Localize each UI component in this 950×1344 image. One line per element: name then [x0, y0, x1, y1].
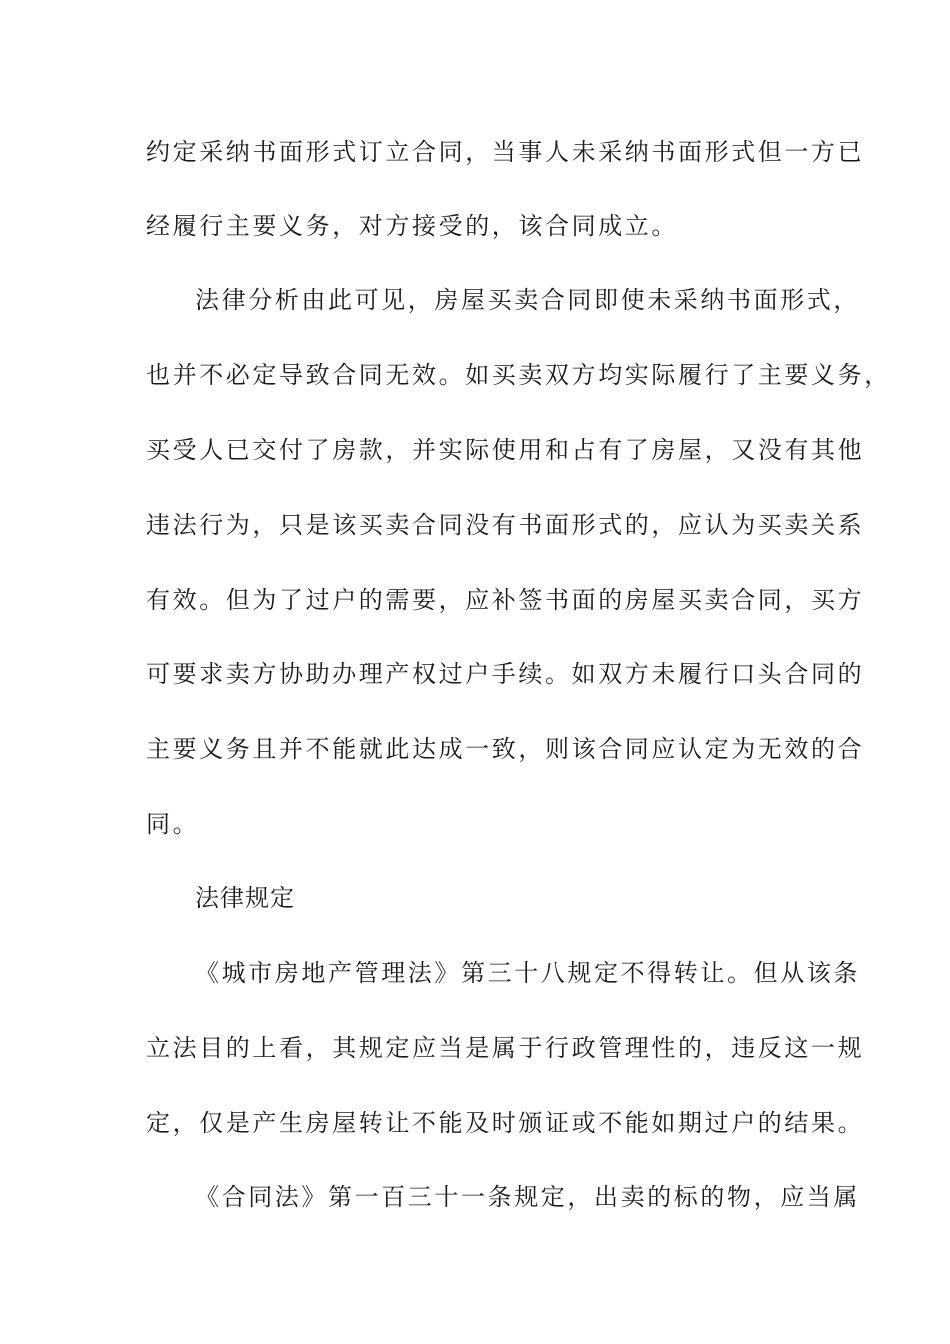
- section-heading: 法律规定: [195, 884, 295, 912]
- paragraph-line: 《合同法》第一百三十一条规定，出卖的标的物，应当属: [195, 1183, 860, 1211]
- paragraph-line: 立法目的上看，其规定应当是属于行政管理性的，违反这一规: [146, 1034, 865, 1062]
- paragraph-line: 经履行主要义务，对方接受的，该合同成立。: [146, 212, 678, 240]
- paragraph-line: 法律分析由此可见，房屋买卖合同即使未采纳书面形式，: [195, 286, 860, 314]
- paragraph-line: 同。: [146, 810, 200, 838]
- paragraph-line: 定，仅是产生房屋转让不能及时颁证或不能如期过户的结果。: [146, 1109, 865, 1137]
- paragraph-line: 买受人已交付了房款，并实际使用和占有了房屋，又没有其他: [146, 436, 865, 464]
- paragraph-line: 可要求卖方协助办理产权过户手续。如双方未履行口头合同的: [146, 660, 865, 688]
- paragraph-line: 违法行为，只是该买卖合同没有书面形式的，应认为买卖关系: [146, 511, 865, 539]
- paragraph-line: 《城市房地产管理法》第三十八规定不得转让。但从该条: [195, 959, 860, 987]
- paragraph-line: 也并不必定导致合同无效。如买卖双方均实际履行了主要义务，: [146, 361, 891, 389]
- paragraph-line: 约定采纳书面形式订立合同，当事人未采纳书面形式但一方已: [146, 138, 865, 166]
- paragraph-line: 主要义务且并不能就此达成一致，则该合同应认定为无效的合: [146, 735, 865, 763]
- paragraph-line: 有效。但为了过户的需要，应补签书面的房屋买卖合同，买方: [146, 586, 865, 614]
